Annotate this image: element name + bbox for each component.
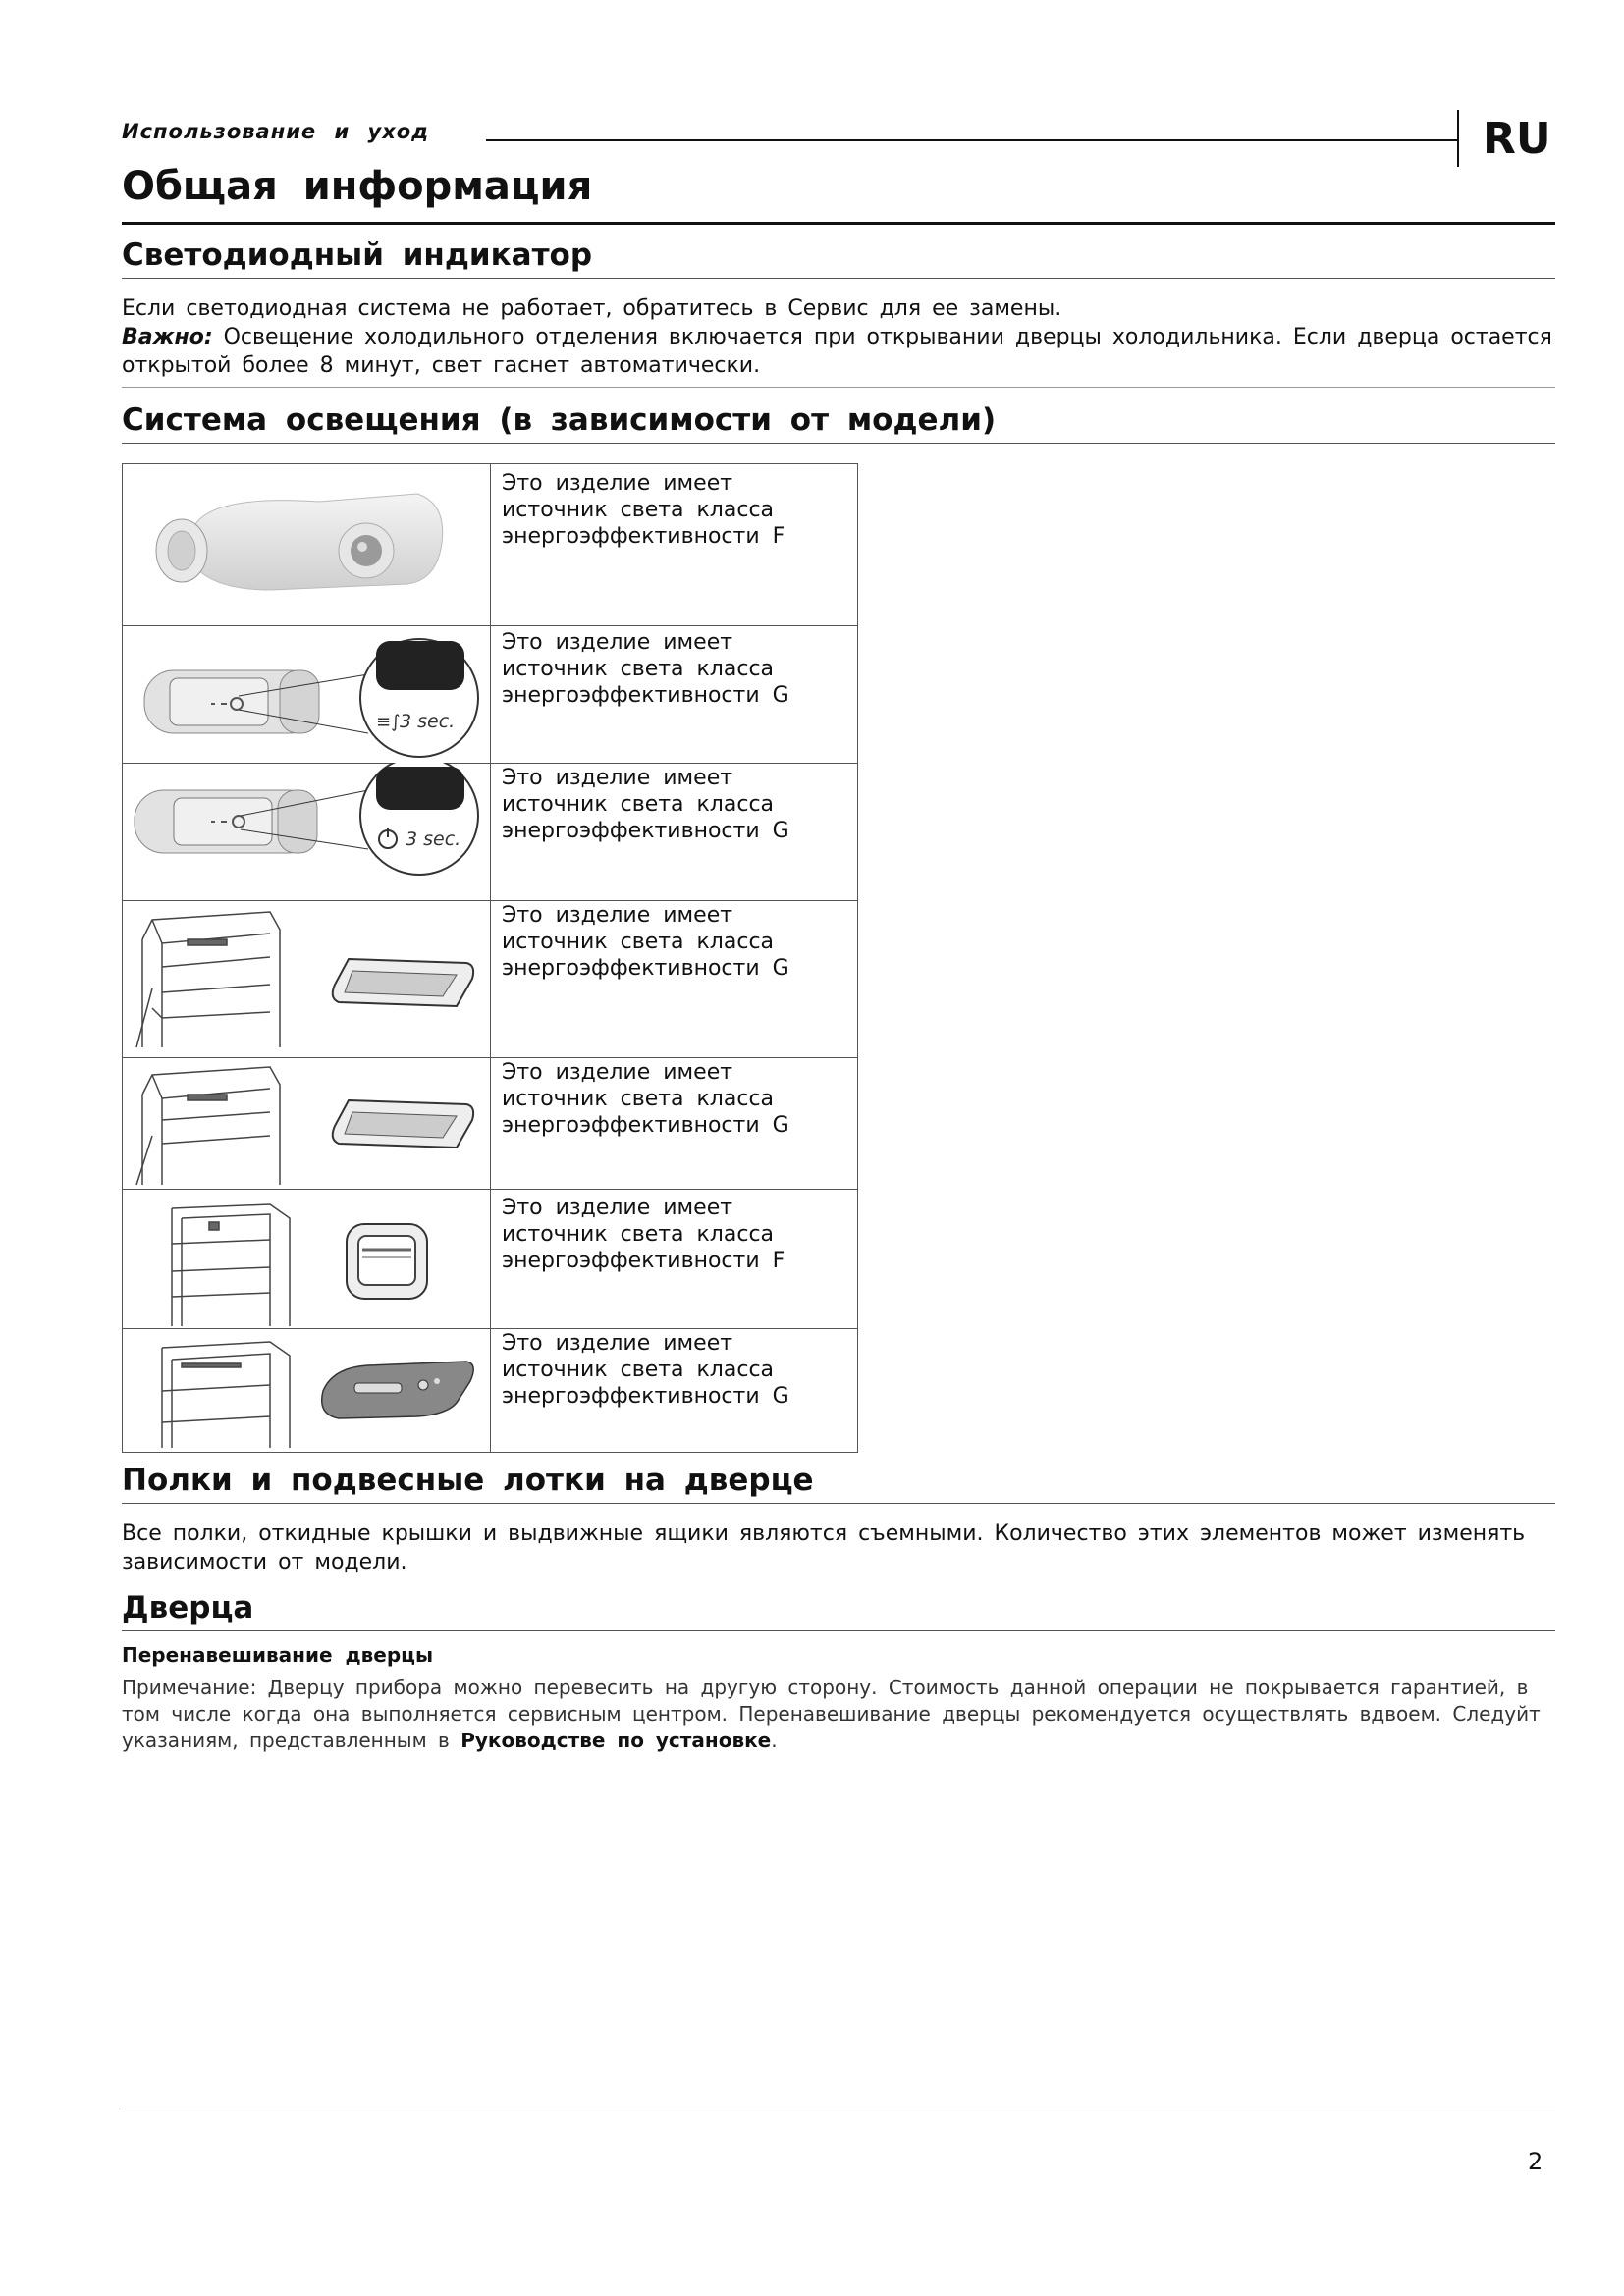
lighting-image-cell xyxy=(123,1057,491,1189)
led-paragraph xyxy=(122,294,1595,380)
shelves-paragraph xyxy=(122,1520,1595,1576)
fridge-light-box-icon xyxy=(123,1189,490,1328)
row-line-3: энергоэффективности G xyxy=(502,683,789,708)
door-line-1: Примечание: Дверцу прибора можно перевесить на другую сторону. Стоимость данной операции не покрывается гарантией, в xyxy=(122,1676,1529,1699)
row-line-1: Это изделие имеет xyxy=(502,1331,733,1356)
installation-guide-ref: Руководстве по установке xyxy=(460,1729,772,1752)
led-heading: Светодиодный индикатор xyxy=(122,238,593,273)
title-rule xyxy=(122,222,1555,225)
lighting-image-cell xyxy=(123,625,491,763)
fridge-light-panel-icon xyxy=(123,1057,490,1189)
row-line-1: Это изделие имеет xyxy=(502,903,733,928)
lighting-text-cell xyxy=(502,902,789,982)
door-rule xyxy=(122,1630,1555,1631)
led-line-2 xyxy=(122,323,1595,351)
row-line-3: энергоэффективности F xyxy=(502,1249,785,1273)
led-rule xyxy=(122,278,1555,279)
power-3sec-icon xyxy=(123,763,490,900)
row-line-2: источник света класса xyxy=(502,657,775,681)
lighting-text-cell xyxy=(502,1195,785,1274)
lighting-heading: Система освещения (в зависимости от модели) xyxy=(122,402,997,438)
important-label: Важно: xyxy=(122,325,213,349)
led-line-2-text: Освещение холодильного отделения включается при открывании дверцы холодильника. Если дверца остается xyxy=(212,325,1552,349)
fridge-light-panel-icon xyxy=(123,900,490,1057)
svg-text:3 sec.: 3 sec. xyxy=(400,711,456,732)
led-line-3: открытой более 8 минут, свет гаснет автоматически. xyxy=(122,353,761,378)
door-heading: Дверца xyxy=(122,1590,254,1626)
lighting-image-cell xyxy=(123,1328,491,1452)
row-line-3: энергоэффективности G xyxy=(502,1384,789,1409)
fridge-light-bar-icon xyxy=(123,1328,490,1452)
lighting-image-cell xyxy=(123,1189,491,1328)
door-subheading: Перенавешивание дверцы xyxy=(122,1643,434,1667)
lighting-table xyxy=(122,463,858,1453)
led-end-rule xyxy=(122,387,1555,388)
row-line-2: источник света класса xyxy=(502,1222,775,1247)
row-line-2: источник света класса xyxy=(502,930,775,954)
lighting-text-cell xyxy=(502,765,789,844)
lighting-text-cell xyxy=(502,1059,789,1139)
header-rule xyxy=(486,139,1458,141)
lighting-text-cell xyxy=(502,1330,789,1410)
lighting-text-cell xyxy=(502,470,785,550)
table-row xyxy=(123,1328,857,1452)
header-divider xyxy=(1457,110,1459,167)
shelves-line-2: зависимости от модели. xyxy=(122,1550,407,1575)
lighting-image-cell xyxy=(123,464,491,625)
row-line-1: Это изделие имеет xyxy=(502,630,733,655)
door-line-3 xyxy=(122,1728,1595,1754)
row-line-2: источник света класса xyxy=(502,1087,775,1111)
row-line-2: источник света класса xyxy=(502,792,775,817)
shelves-rule xyxy=(122,1503,1555,1504)
table-row xyxy=(123,464,857,626)
lighting-image-cell xyxy=(123,763,491,900)
door-line-3-end: . xyxy=(771,1729,778,1752)
table-row xyxy=(123,763,857,901)
row-line-1: Это изделие имеет xyxy=(502,1060,733,1085)
door-line-2: том числе когда она выполняется сервисным центром. Перенавешивание дверцы рекомендуется осуществлять вдвоем. Следуйт xyxy=(122,1702,1541,1726)
lighting-text-cell xyxy=(502,629,789,709)
row-line-2: источник света класса xyxy=(502,1358,775,1382)
door-line-3-text: указаниям, представленным в xyxy=(122,1729,461,1752)
page-number: 2 xyxy=(1528,2148,1543,2175)
lighting-rule xyxy=(122,443,1555,444)
row-line-3: энергоэффективности G xyxy=(502,956,789,981)
row-line-2: источник света класса xyxy=(502,498,775,522)
row-line-3: энергоэффективности G xyxy=(502,1113,789,1138)
page-title: Общая информация xyxy=(122,164,593,209)
svg-text:≡∫: ≡∫ xyxy=(376,712,401,732)
row-line-1: Это изделие имеет xyxy=(502,471,733,496)
row-line-3: энергоэффективности F xyxy=(502,524,785,549)
shelves-heading: Полки и подвесные лотки на дверце xyxy=(122,1463,814,1498)
thermostat-3sec-icon xyxy=(123,625,490,763)
door-paragraph xyxy=(122,1675,1595,1754)
svg-text:3 sec.: 3 sec. xyxy=(406,828,461,850)
shelves-line-1: Все полки, откидные крышки и выдвижные ящики являются съемными. Количество этих элементов может изменять xyxy=(122,1522,1526,1546)
table-row xyxy=(123,1189,857,1329)
section-title: Использование и уход xyxy=(122,120,430,143)
led-lamp-bulb-icon xyxy=(123,464,490,625)
row-line-1: Это изделие имеет xyxy=(502,766,733,790)
table-row xyxy=(123,625,857,764)
lighting-image-cell xyxy=(123,900,491,1057)
language-code: RU xyxy=(1483,114,1551,164)
table-row xyxy=(123,900,857,1058)
led-line-1: Если светодиодная система не работает, обратитесь в Сервис для ее замены. xyxy=(122,296,1062,321)
table-row xyxy=(123,1057,857,1190)
row-line-3: энергоэффективности G xyxy=(502,819,789,843)
row-line-1: Это изделие имеет xyxy=(502,1196,733,1220)
